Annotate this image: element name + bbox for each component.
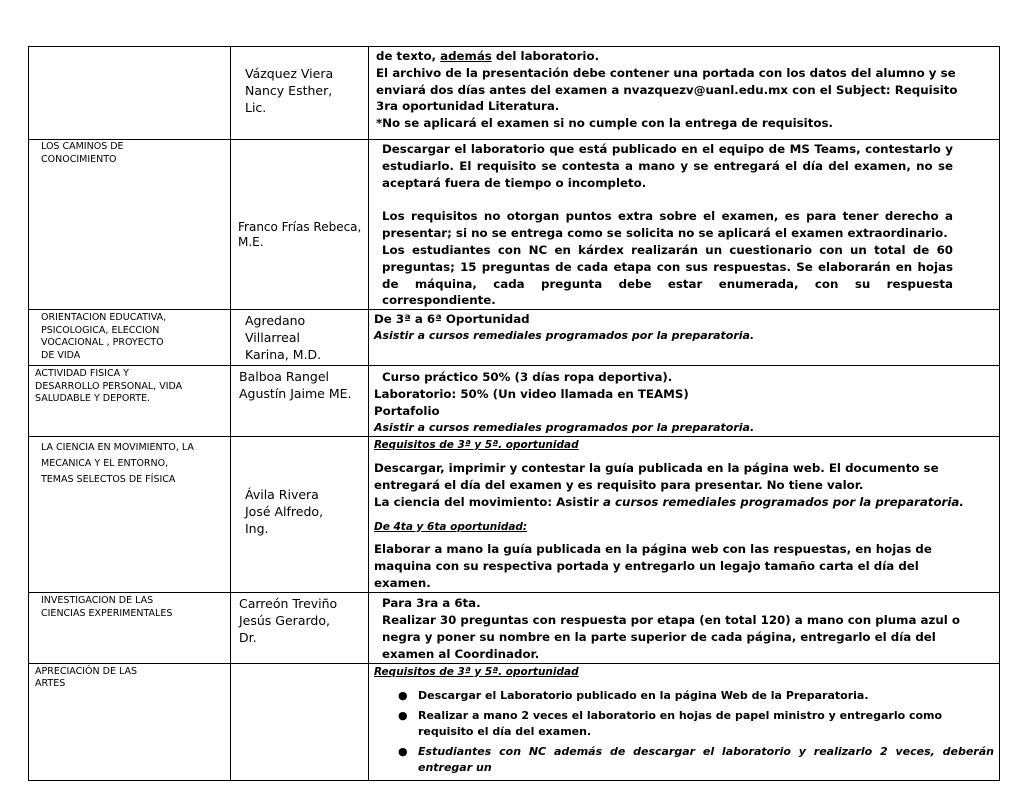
- professor-cell: [231, 366, 369, 437]
- requirement-heading: Requisitos de 3ª y 5ª. oportunidad: [374, 439, 579, 452]
- subject-line: DESARROLLO PERSONAL, VIDA: [35, 380, 183, 392]
- subject-line: CIENCIAS EXPERIMENTALES: [41, 607, 173, 619]
- professor-line: Agredano: [245, 313, 306, 329]
- requirement-line: El archivo de la presentación debe contener una portada con los datos del alumno y se: [376, 65, 956, 80]
- list-item: [398, 708, 994, 740]
- professor-line: Ing.: [245, 521, 269, 537]
- requirement-text: del laboratorio.: [491, 49, 600, 63]
- subject-cell: [29, 47, 231, 140]
- requirement-paragraph: Descargar, imprimir y contestar la guía publicada en la página web. El documento se entregará el día del examen y es requisito para presentar. No tiene valor.: [374, 461, 939, 492]
- requirement-list: [374, 688, 994, 776]
- requirement-heading: De 4ta y 6ta oportunidad:: [374, 520, 528, 533]
- professor-cell: [231, 47, 369, 140]
- subject-cell: [29, 663, 231, 781]
- requirement-line: Curso práctico 50% (3 días ropa deportiva).: [382, 370, 673, 385]
- requirements-table: [28, 46, 1000, 781]
- subject-cell: [29, 593, 231, 663]
- requirement-paragraph: [374, 494, 999, 511]
- professor-cell: [231, 593, 369, 663]
- professor-cell: [231, 310, 369, 366]
- requirement-text-italic: a cursos remediales programados por la preparatoria.: [602, 494, 964, 509]
- professor-line: José Alfredo,: [245, 504, 324, 520]
- requirement-text: de texto,: [376, 49, 441, 63]
- requirements-cell: [369, 366, 1000, 437]
- list-item: [398, 744, 994, 776]
- requirement-line: De 3ª a 6ª Oportunidad: [374, 312, 530, 327]
- requirement-line: *No se aplicará el examen si no cumple con la entrega de requisitos.: [376, 116, 833, 131]
- requirement-line: enviará dos días antes del examen a nvazquezv@uanl.edu.mx con el Subject: Requisito: [376, 82, 958, 97]
- subject-line: CONOCIMIENTO: [41, 153, 117, 165]
- professor-line: Agustín Jaime ME.: [239, 386, 352, 402]
- list-item-text: Descargar el Laboratorio publicado en la página Web de la Preparatoria.: [418, 689, 869, 703]
- requirement-underlined: además: [440, 49, 492, 63]
- professor-cell: [231, 437, 369, 593]
- table-row: [29, 47, 1000, 140]
- professor-line: M.E.: [238, 235, 264, 249]
- list-item-text: Realizar a mano 2 veces el laboratorio en hojas de papel ministro y entregarlo como requisito el día del examen.: [418, 709, 943, 739]
- subject-line: ACTIVIDAD FISICA Y: [35, 368, 129, 380]
- requirement-line: Laboratorio: 50% (Un video llamada en TEAMS): [374, 386, 689, 401]
- subject-line: DE VIDA: [41, 349, 81, 361]
- table-row: [29, 437, 1000, 593]
- professor-line: Carreón Treviño: [239, 596, 338, 612]
- requirement-paragraph: Elaborar a mano la guía publicada en la página web con las respuestas, en hojas de maquina con su respectiva portada y entregarlo un legajo tamaño carta el día del examen.: [374, 542, 932, 590]
- professor-line: Dr.: [239, 630, 257, 646]
- requirement-line: Asistir a cursos remediales programados por la preparatoria.: [374, 420, 755, 434]
- table-row: [29, 310, 1000, 366]
- professor-cell: [231, 663, 369, 781]
- professor-line: Vázquez Viera: [245, 66, 334, 81]
- requirement-paragraph: Descargar el laboratorio que está publicado en el equipo de MS Teams, contestarlo y estudiarlo. El requisito se contesta a mano y se entregará el día del examen, no se aceptará fuera de tiempo o incompleto.: [382, 142, 953, 190]
- professor-line: Villarreal: [245, 330, 300, 346]
- requirement-line: 3ra oportunidad Literatura.: [376, 99, 560, 114]
- professor-line: Nancy Esther,: [245, 83, 333, 98]
- requirements-cell: [369, 663, 1000, 781]
- subject-cell: [29, 140, 231, 310]
- professor-line: Lic.: [245, 100, 267, 115]
- subject-line: APRECIACIÓN DE LAS: [35, 665, 138, 677]
- bullet-icon: ●: [398, 709, 408, 723]
- subject-line: ARTES: [35, 678, 66, 690]
- requirement-line: Asistir a cursos remediales programados por la preparatoria.: [374, 328, 755, 342]
- subject-line: ORIENTACION EDUCATIVA,: [41, 312, 167, 324]
- requirement-line: Para 3ra a 6ta.: [382, 596, 481, 611]
- subject-cell: [29, 366, 231, 437]
- requirements-cell: [369, 437, 1000, 593]
- requirement-paragraph: Realizar 30 preguntas con respuesta por etapa (en total 120) a mano con pluma azul o negra y poner su nombre en la parte superior de cada página, entregarlo el día del examen al Coordinador.: [382, 613, 961, 661]
- subject-cell: [29, 437, 231, 593]
- requirement-line: Portafolio: [374, 403, 440, 418]
- subject-line: LOS CAMINOS DE: [41, 141, 124, 152]
- subject-cell: [29, 310, 231, 366]
- subject-line: INVESTIGACION DE LAS: [41, 595, 154, 607]
- bullet-icon: ●: [398, 689, 408, 703]
- professor-line: Ávila Rivera: [245, 487, 319, 503]
- professor-line: Balboa Rangel: [239, 369, 330, 385]
- requirements-cell: [369, 593, 1000, 663]
- requirement-line: [376, 48, 999, 65]
- bullet-icon: ●: [398, 745, 408, 759]
- subject-line: SALUDABLE Y DEPORTE.: [35, 393, 151, 405]
- professor-line: Jesús Gerardo,: [239, 613, 330, 629]
- subject-line: LA CIENCIA EN MOVIMIENTO, LA: [41, 442, 194, 454]
- requirement-heading: Requisitos de 3ª y 5ª. oportunidad: [374, 665, 579, 678]
- subject-line: MECANICA Y EL ENTORNO,: [41, 458, 169, 470]
- table-row: [29, 366, 1000, 437]
- professor-line: Karina, M.D.: [245, 347, 322, 363]
- subject-line: PSICOLOGICA, ELECCION: [41, 324, 160, 336]
- requirement-paragraph: Los requisitos no otorgan puntos extra sobre el examen, es para tener derecho a presentar; si no se entrega como se solicita no se aplicará el examen extraordinario.: [382, 209, 953, 241]
- professor-cell: [231, 140, 369, 310]
- table-row: [29, 593, 1000, 663]
- table-row: [29, 663, 1000, 781]
- table-row: [29, 140, 1000, 310]
- requirements-cell: [369, 47, 1000, 140]
- list-item-text: Estudiantes con NC además de descargar el laboratorio y realizarlo 2 veces, deberán entregar un: [418, 745, 994, 775]
- subject-line: VOCACIONAL , PROYECTO: [41, 337, 164, 349]
- subject-line: TEMAS SELECTOS DE FÍSICA: [41, 474, 176, 486]
- requirement-paragraph: Los estudiantes con NC en kárdex realizarán un cuestionario con un total de 60 preguntas; 15 preguntas de cada etapa con sus respuestas. Se elaborarán en hojas de máquina, cada pregunta debe estar enumerada, con su respuesta correspondiente.: [382, 242, 953, 308]
- requirements-cell: [369, 310, 1000, 366]
- requirement-text: La ciencia del movimiento: Asistir: [374, 494, 603, 509]
- professor-line: Franco Frías Rebeca,: [238, 220, 362, 234]
- requirements-cell: [369, 140, 1000, 310]
- list-item: [398, 688, 994, 704]
